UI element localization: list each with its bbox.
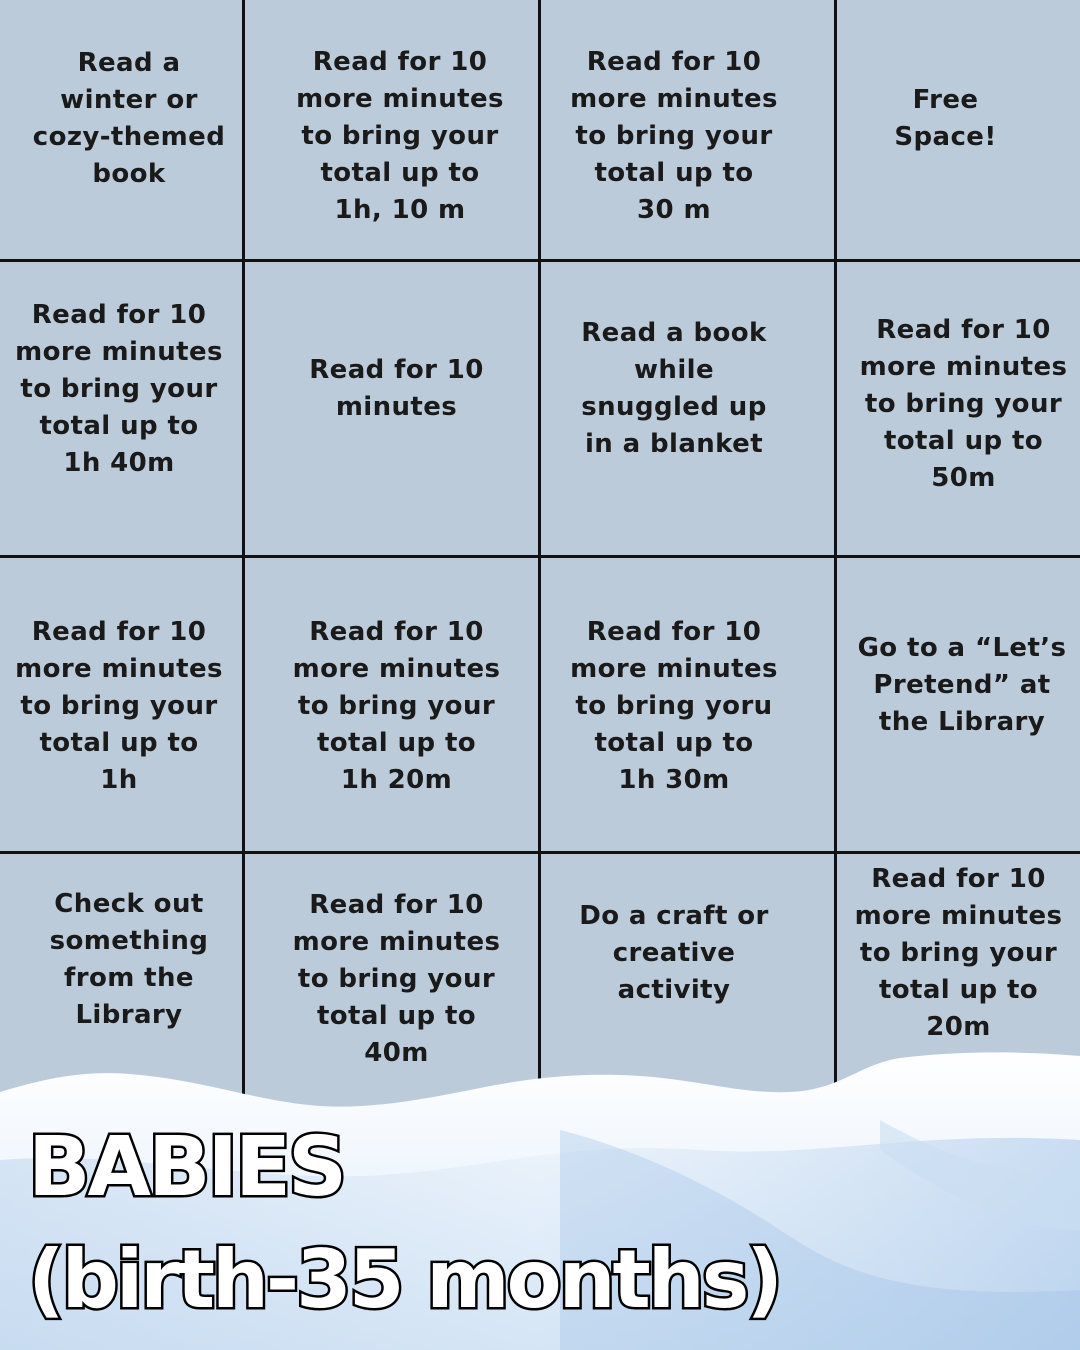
bingo-square-text: Read for 10 more minutes to bring your total up to 30 m <box>570 46 778 225</box>
bingo-square-text: Do a craft or creative activity <box>579 900 769 1005</box>
bingo-square-text: Read for 10 more minutes to bring your total up to 1h 40m <box>15 299 223 478</box>
bingo-square-text: Read a book while snuggled up in a blanket <box>581 318 767 459</box>
bingo-square-text: Check out something from the Library <box>49 889 209 1030</box>
bingo-square-text: Read for 10 more minutes to bring your total up to 20m <box>854 863 1063 1042</box>
bingo-square-text: Go to a “Let’s Pretend” at the Library <box>857 632 1067 737</box>
bingo-square-text: Read for 10 minutes <box>309 355 484 422</box>
bingo-square-text: Read for 10 more minutes to bring yoru total up to 1h 30m <box>570 617 778 795</box>
bingo-square-text: Read for 10 more minutes to bring your total up to 40m <box>292 889 501 1068</box>
bingo-square-text: Read for 10 more minutes to bring your total up to 1h, 10 m <box>296 46 504 225</box>
bingo-square-text: Read for 10 more minutes to bring your total up to 1h 20m <box>292 617 501 795</box>
bingo-square-text: Read a winter or cozy-themed book <box>32 47 226 189</box>
bingo-square-text: Read for 10 more minutes to bring your total up to 50m <box>859 315 1068 493</box>
bingo-square-text: Read for 10 more minutes to bring your total up to 1h <box>15 617 223 795</box>
audience-title: BABIES <box>28 1120 345 1215</box>
age-range-subtitle: (birth-35 months) <box>28 1233 780 1326</box>
bingo-square-text: Free Space! <box>894 84 997 152</box>
